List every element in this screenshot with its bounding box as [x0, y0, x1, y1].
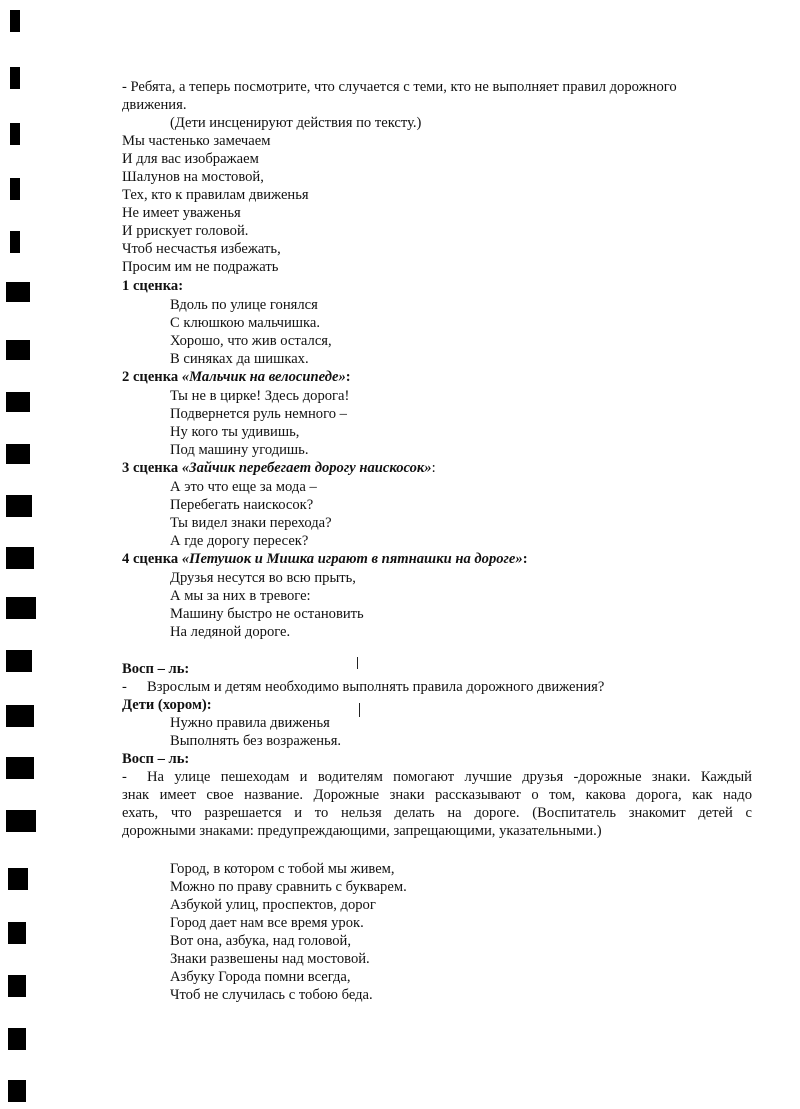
- binder-mark: [6, 705, 34, 727]
- scene-title: «Мальчик на велосипеде»: [181, 369, 346, 385]
- scene-suffix: :: [522, 551, 528, 567]
- scan-speck: [357, 657, 358, 669]
- poem-line: Азбуку Города помни всегда,: [170, 969, 351, 985]
- binder-mark: [8, 868, 28, 890]
- scene-label: 3 сценка: [122, 460, 182, 476]
- scene-line: В синяках да шишках.: [170, 351, 309, 367]
- binder-mark: [10, 178, 20, 200]
- poem-line: Можно по праву сравнить с букварем.: [170, 879, 407, 895]
- binder-mark: [10, 10, 20, 32]
- binder-mark: [8, 1028, 26, 1050]
- binder-mark: [6, 597, 36, 619]
- poem-line: Город, в котором с тобой мы живем,: [170, 861, 395, 877]
- scene-title: «Зайчик перебегает дорогу наискосок»: [181, 460, 432, 476]
- binder-mark: [6, 547, 34, 569]
- binder-mark: [6, 282, 30, 302]
- binder-mark: [6, 495, 32, 517]
- binder-mark: [6, 650, 32, 672]
- paragraph-line: ехать, что разрешается и то нельзя делать на дороге. (Воспитатель знакомит детей с: [122, 805, 752, 821]
- scene-line: Под машину угодишь.: [170, 442, 309, 458]
- binder-mark: [8, 922, 26, 944]
- poem-line: Город дает нам все время урок.: [170, 915, 364, 931]
- scene-line: Машину быстро не остановить: [170, 606, 364, 622]
- poem-line: Тех, кто к правилам движенья: [122, 187, 309, 203]
- binder-mark: [6, 340, 30, 360]
- scene-line: Перебегать наискосок?: [170, 497, 314, 513]
- binder-mark: [6, 392, 30, 412]
- question-text: Взрослым и детям необходимо выполнять правила дорожного движения?: [147, 679, 605, 695]
- scan-speck: [359, 703, 360, 717]
- scene-line: А мы за них в тревоге:: [170, 588, 311, 604]
- scene-line: На ледяной дороге.: [170, 624, 291, 640]
- poem-line: Просим им не подражать: [122, 259, 279, 275]
- binder-mark: [10, 67, 20, 89]
- scene-line: Друзья несутся во всю прыть,: [170, 570, 356, 586]
- binder-mark: [6, 444, 30, 464]
- scene-heading: [122, 368, 351, 386]
- paragraph-line: знак имеет свое название. Дорожные знаки рассказывают о том, какова дорога, как надо: [122, 787, 752, 803]
- scene-heading: [122, 550, 528, 568]
- intro-line: - Ребята, а теперь посмотрите, что случается с теми, кто не выполняет правил дорожного: [122, 79, 677, 95]
- binder-mark: [8, 1080, 26, 1102]
- scene-suffix: :: [345, 369, 351, 385]
- speaker-label: Восп – ль:: [122, 661, 190, 677]
- scene-label: 2 сценка: [122, 369, 182, 385]
- speaker-label: Восп – ль:: [122, 751, 190, 767]
- paragraph-line: дорожными знаками: предупреждающими, запрещающими, указательными.): [122, 823, 602, 839]
- poem-line: Чтоб несчастья избежать,: [122, 241, 281, 257]
- poem-line: Чтоб не случилась с тобою беда.: [170, 987, 373, 1003]
- scene-title: «Петушок и Мишка играют в пятнашки на дороге»: [181, 551, 523, 567]
- speaker-label: Дети (хором):: [122, 697, 212, 713]
- poem-line: Не имеет уваженья: [122, 205, 241, 221]
- scene-heading: [122, 459, 436, 477]
- binder-mark: [8, 975, 26, 997]
- poem-line: Азбукой улиц, проспектов, дорог: [170, 897, 376, 913]
- scene-line: Ну кого ты удивишь,: [170, 424, 300, 440]
- poem-line: И для вас изображаем: [122, 151, 259, 167]
- scene-line: Вдоль по улице гонялся: [170, 297, 318, 313]
- intro-line: движения.: [122, 97, 187, 113]
- scene-heading: [122, 277, 183, 295]
- scene-line: С клюшкою мальчишка.: [170, 315, 321, 331]
- scene-line: Подвернется руль немного –: [170, 406, 347, 422]
- binder-mark: [6, 810, 36, 832]
- poem-line: Вот она, азбука, над головой,: [170, 933, 352, 949]
- list-dash: -: [122, 769, 127, 785]
- scene-line: Ты видел знаки перехода?: [170, 515, 332, 531]
- binder-mark: [10, 123, 20, 145]
- scene-line: А это что еще за мода –: [170, 479, 317, 495]
- scene-suffix: :: [431, 460, 436, 476]
- answer-line: Нужно правила движенья: [170, 715, 330, 731]
- poem-line: Мы частенько замечаем: [122, 133, 271, 149]
- scene-line: А где дорогу пересек?: [170, 533, 309, 549]
- poem-line: И ррискует головой.: [122, 223, 249, 239]
- binder-mark: [10, 231, 20, 253]
- scene-label: 1 сценка:: [122, 278, 184, 294]
- paragraph-line: На улице пешеходам и водителям помогают лучшие друзья -дорожные знаки. Каждый: [147, 769, 752, 785]
- scene-line: Хорошо, что жив остался,: [170, 333, 332, 349]
- list-dash: -: [122, 679, 127, 695]
- scene-line: Ты не в цирке! Здесь дорога!: [170, 388, 350, 404]
- binder-mark: [6, 757, 34, 779]
- scene-label: 4 сценка: [122, 551, 182, 567]
- poem-line: Знаки развешены над мостовой.: [170, 951, 370, 967]
- poem-line: Шалунов на мостовой,: [122, 169, 264, 185]
- answer-line: Выполнять без возраженья.: [170, 733, 342, 749]
- stage-note: (Дети инсценируют действия по тексту.): [170, 115, 422, 131]
